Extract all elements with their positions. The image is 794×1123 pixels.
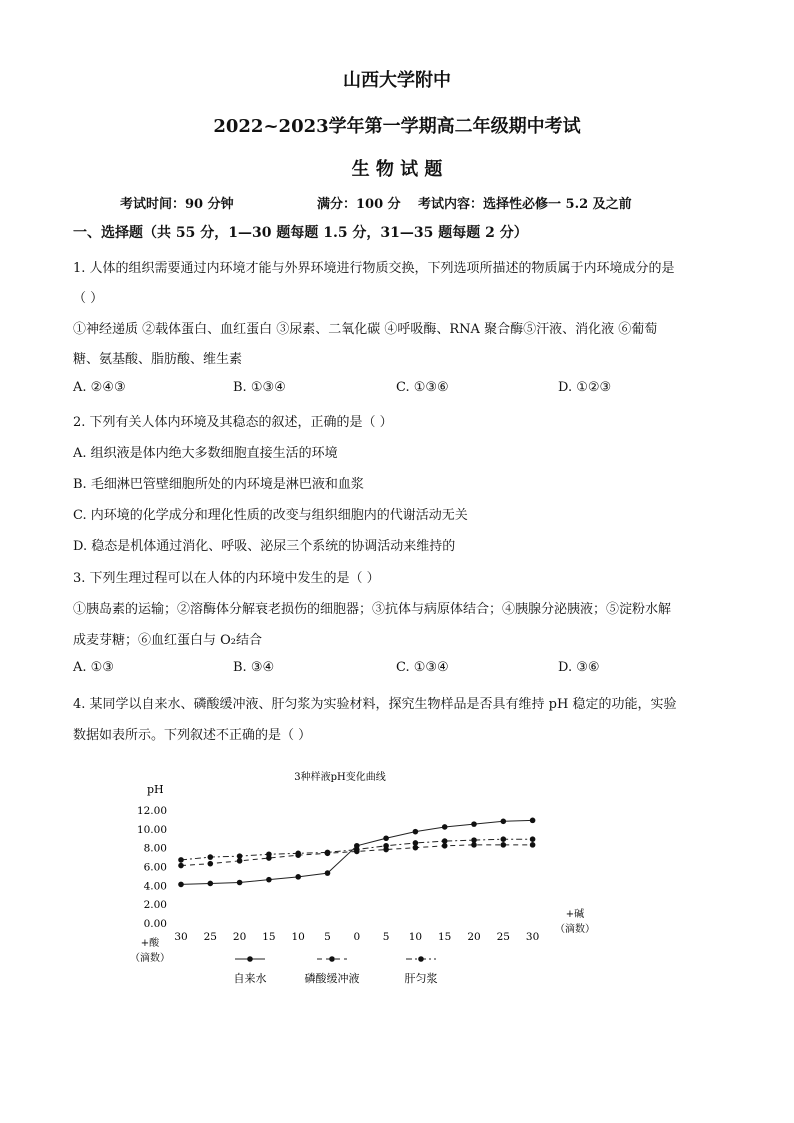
data-point bbox=[442, 824, 448, 830]
question-3-option-c[interactable]: C. ①③④ bbox=[396, 660, 449, 675]
question-1-blank: （ ） bbox=[73, 291, 104, 306]
question-2-option-a[interactable]: A. 组织液是体内绝大多数细胞直接生活的环境 bbox=[73, 446, 338, 461]
y-tick-label: 0.00 bbox=[143, 918, 167, 930]
data-point bbox=[471, 821, 477, 827]
legend-label: 肝匀浆 bbox=[404, 972, 438, 985]
legend-marker bbox=[418, 956, 424, 962]
data-point bbox=[178, 863, 184, 869]
data-point bbox=[266, 851, 272, 857]
x-right-label-2: （滴数） bbox=[555, 924, 595, 935]
data-point bbox=[530, 842, 536, 848]
y-tick-label: 8.00 bbox=[143, 842, 167, 855]
legend-label: 自来水 bbox=[233, 972, 267, 985]
data-point bbox=[208, 861, 214, 867]
legend-marker bbox=[247, 956, 253, 962]
data-point bbox=[237, 853, 243, 859]
data-point bbox=[237, 880, 243, 886]
question-1-option-b[interactable]: B. ①③④ bbox=[233, 380, 286, 395]
x-right-label-1: +碱 bbox=[565, 909, 585, 920]
data-point bbox=[208, 854, 214, 860]
data-point bbox=[295, 874, 301, 880]
x-tick-label: 0 bbox=[353, 931, 361, 943]
exam-content: 考试内容：选择性必修一 5.2 及之前 bbox=[418, 197, 632, 212]
legend-marker bbox=[329, 956, 335, 962]
section-title: 一、选择题（共 55 分，1—30 题每题 1.5 分，31—35 题每题 2 分） bbox=[73, 225, 528, 241]
question-4-stem: 4. 某同学以自来水、磷酸缓冲液、肝匀浆为实验材料，探究生物样品是否具有维持 pH 稳定的功能，实验 bbox=[73, 697, 677, 712]
data-point bbox=[325, 870, 331, 876]
data-point bbox=[501, 836, 507, 842]
subject-title: 生 物 试 题 bbox=[351, 159, 443, 180]
question-1-option-d[interactable]: D. ①②③ bbox=[558, 380, 612, 395]
legend-label: 磷酸缓冲液 bbox=[304, 972, 360, 985]
data-point bbox=[413, 840, 419, 846]
x-tick-label: 10 bbox=[291, 931, 305, 943]
x-tick-label: 25 bbox=[203, 931, 217, 943]
data-point bbox=[413, 829, 419, 835]
exam-title: 2022~2023学年第一学期高二年级期中考试 bbox=[213, 116, 581, 137]
data-point bbox=[178, 857, 184, 863]
y-tick-label: 6.00 bbox=[143, 861, 167, 874]
question-1-option-a[interactable]: A. ②④③ bbox=[73, 380, 126, 395]
data-point bbox=[325, 850, 331, 856]
data-point bbox=[501, 819, 507, 825]
question-1-stem: 1. 人体的组织需要通过内环境才能与外界环境进行物质交换，下列选项所描述的物质属于内环境成分的是 bbox=[73, 261, 675, 276]
data-point bbox=[266, 877, 272, 883]
x-tick-label: 15 bbox=[438, 931, 452, 943]
x-tick-label: 20 bbox=[467, 931, 481, 943]
x-tick-label: 15 bbox=[262, 931, 276, 943]
x-tick-label: 30 bbox=[174, 931, 188, 943]
x-tick-label: 5 bbox=[324, 931, 331, 943]
question-2-option-c[interactable]: C. 内环境的化学成分和理化性质的改变与组织细胞内的代谢活动无关 bbox=[73, 508, 468, 523]
data-point bbox=[178, 882, 184, 888]
question-3-option-d[interactable]: D. ③⑥ bbox=[558, 660, 600, 675]
question-1-items: ①神经递质 ②载体蛋白、血红蛋白 ③尿素、二氧化碳 ④呼吸酶、RNA 聚合酶⑤汗液、消化液 ⑥葡萄 bbox=[73, 322, 658, 337]
data-point bbox=[295, 851, 301, 857]
y-tick-label: 12.00 bbox=[136, 805, 167, 817]
x-tick-label: 20 bbox=[232, 931, 247, 943]
y-tick-label: 4.00 bbox=[143, 880, 167, 893]
question-3-items: ①胰岛素的运输；②溶酶体分解衰老损伤的细胞器；③抗体与病原体结合；④胰腺分泌胰液；⑤淀粉水解 bbox=[73, 602, 672, 617]
data-point bbox=[383, 835, 389, 841]
x-tick-label: 10 bbox=[408, 931, 423, 943]
data-point bbox=[383, 843, 389, 849]
question-1-option-c[interactable]: C. ①③⑥ bbox=[396, 380, 449, 395]
exam-time: 考试时间：90 分钟 bbox=[120, 197, 234, 212]
data-point bbox=[530, 836, 536, 842]
exam-score: 满分：100 分 bbox=[317, 197, 401, 212]
data-point bbox=[442, 838, 448, 844]
chart-title: 3种样液pH变化曲线 bbox=[294, 772, 386, 783]
x-tick-label: 25 bbox=[496, 931, 510, 943]
data-point bbox=[208, 881, 214, 887]
question-2-stem: 2. 下列有关人体内环境及其稳态的叙述，正确的是（ ） bbox=[73, 415, 393, 430]
y-tick-label: 2.00 bbox=[143, 899, 167, 912]
question-3-option-a[interactable]: A. ①③ bbox=[73, 660, 114, 675]
y-tick-label: 10.00 bbox=[136, 823, 167, 836]
x-left-label-1: +酸 bbox=[140, 938, 160, 949]
question-2-option-d[interactable]: D. 稳态是机体通过消化、呼吸、泌尿三个系统的协调活动来维持的 bbox=[73, 539, 456, 554]
question-2-option-b[interactable]: B. 毛细淋巴管壁细胞所处的内环境是淋巴液和血浆 bbox=[73, 477, 364, 492]
question-3-items-cont: 成麦芽糖；⑥血红蛋白与 O₂结合 bbox=[73, 633, 263, 648]
school-name: 山西大学附中 bbox=[343, 70, 451, 91]
x-tick-label: 5 bbox=[382, 931, 390, 943]
data-point bbox=[354, 847, 360, 853]
x-tick-label: 30 bbox=[525, 931, 540, 943]
question-1-items-cont: 糖、氨基酸、脂肪酸、维生素 bbox=[73, 352, 243, 367]
question-3-stem: 3. 下列生理过程可以在人体的内环境中发生的是（ ） bbox=[73, 571, 380, 586]
data-point bbox=[471, 837, 477, 843]
data-point bbox=[530, 818, 536, 824]
question-4-stem-cont: 数据如表所示。下列叙述不正确的是（ ） bbox=[73, 728, 312, 743]
question-3-option-b[interactable]: B. ③④ bbox=[233, 660, 275, 675]
chart-ylabel: pH bbox=[147, 783, 164, 796]
x-left-label-2: （滴数） bbox=[130, 953, 170, 964]
data-point bbox=[501, 842, 507, 848]
